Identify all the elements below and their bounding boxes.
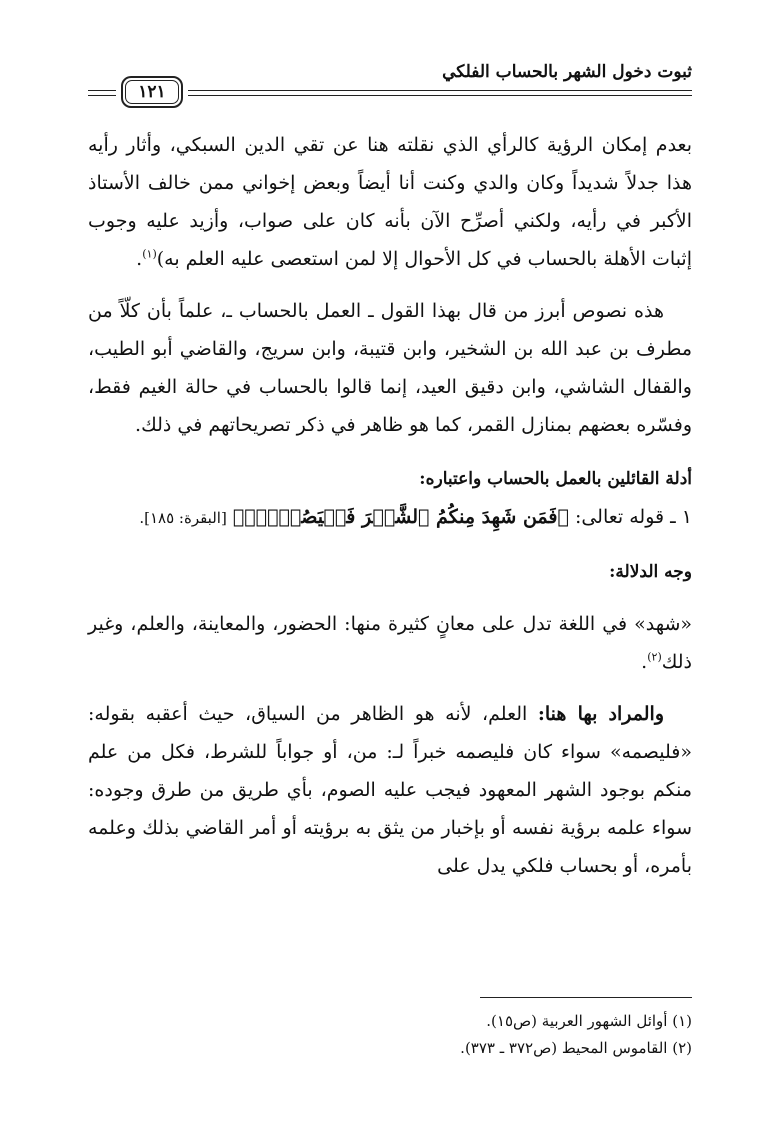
footnote-separator bbox=[480, 997, 692, 998]
page-number: ١٢١ bbox=[138, 82, 166, 102]
main-text bbox=[88, 126, 692, 885]
evidence-item: ١ ـ قوله تعالى: ﴿فَمَن شَهِدَ مِنكُمُ ٱلشَّهۡرَ فَلۡيَصُمۡهُۖ﴾ [البقرة: ١٨٥]. bbox=[139, 506, 692, 528]
footnote-marker: (٢) bbox=[647, 650, 662, 664]
page-number-frame bbox=[121, 76, 183, 108]
running-title: ثبوت دخول الشهر بالحساب الفلكي bbox=[442, 62, 692, 82]
footnote: (١) أوائل الشهور العربية (ص١٥). bbox=[486, 1012, 692, 1030]
header-rule bbox=[88, 90, 116, 91]
paragraph-intended-meaning: والمراد بها هنا: العلم، لأنه هو الظاهر من السياق، حيث أعقبه بقوله: «فليصمه» سواء كان فليصمه خبراً لـ: من، أو جواباً للشرط، فكل من علم منكم بوجود الشهر المعهود فيجب عليه الصوم، بأي طريق من طرق وجوده: سواء علمه برؤية نفسه أو بإخبار من يثق به برؤيته أو أمر القاضي بذلك وعلمه بأمره، أو بحساب فلكي يدل على bbox=[88, 703, 692, 877]
footnotes bbox=[92, 1008, 692, 1062]
footnote-marker: (١) bbox=[142, 247, 157, 261]
paragraph-quote-end: بعدم إمكان الرؤية كالرأي الذي نقلته هنا عن تقي الدين السبكي، وأثار رأيه هذا جدلاً شديداً وكان والدي وكنت أنا أيضاً وبعض إخواني ممن خالف الأستاذ الأكبر في رأيه، ولكني أصرِّح الآن بأنه كان على صواب، وأزيد عليه وجوب إثبات الأهلة بالحساب في كل الأحوال إلا لمن استعصى عليه العلم به)$^{(١)}$. bbox=[88, 134, 692, 270]
verse-reference: [البقرة: ١٨٥]. bbox=[139, 509, 227, 527]
header-rule bbox=[88, 95, 116, 96]
paragraph-meaning: «شهد» في اللغة تدل على معانٍ كثيرة منها: الحضور، والمعاينة، والعلم، وغير ذلك$^{(٢)}$. bbox=[88, 613, 692, 673]
header-rule bbox=[188, 95, 692, 96]
paragraph-summary: هذه نصوص أبرز من قال بهذا القول ـ العمل بالحساب ـ، علماً بأن كلّاً من مطرف بن عبد الله بن الشخير، وابن قتيبة، وابن سريج، والقاضي أبو الطيب، والقفال الشاشي، وابن دقيق العيد، إنما قالوا بالحساب في حالة الغيم فقط، وفسّره بعضهم بمنازل القمر، كما هو ظاهر في ذكر تصريحاتهم في ذلك. bbox=[88, 300, 692, 436]
section-heading: أدلة القائلين بالعمل بالحساب واعتباره: bbox=[419, 469, 692, 489]
footnote: (٢) القاموس المحيط (ص٣٧٢ ـ ٣٧٣). bbox=[460, 1039, 692, 1057]
quran-verse: ﴿فَمَن شَهِدَ مِنكُمُ ٱلشَّهۡرَ فَلۡيَصُمۡهُۖ﴾ bbox=[232, 506, 569, 528]
section-heading: وجه الدلالة: bbox=[609, 562, 692, 582]
page-header bbox=[88, 52, 692, 104]
header-rule bbox=[188, 90, 692, 91]
